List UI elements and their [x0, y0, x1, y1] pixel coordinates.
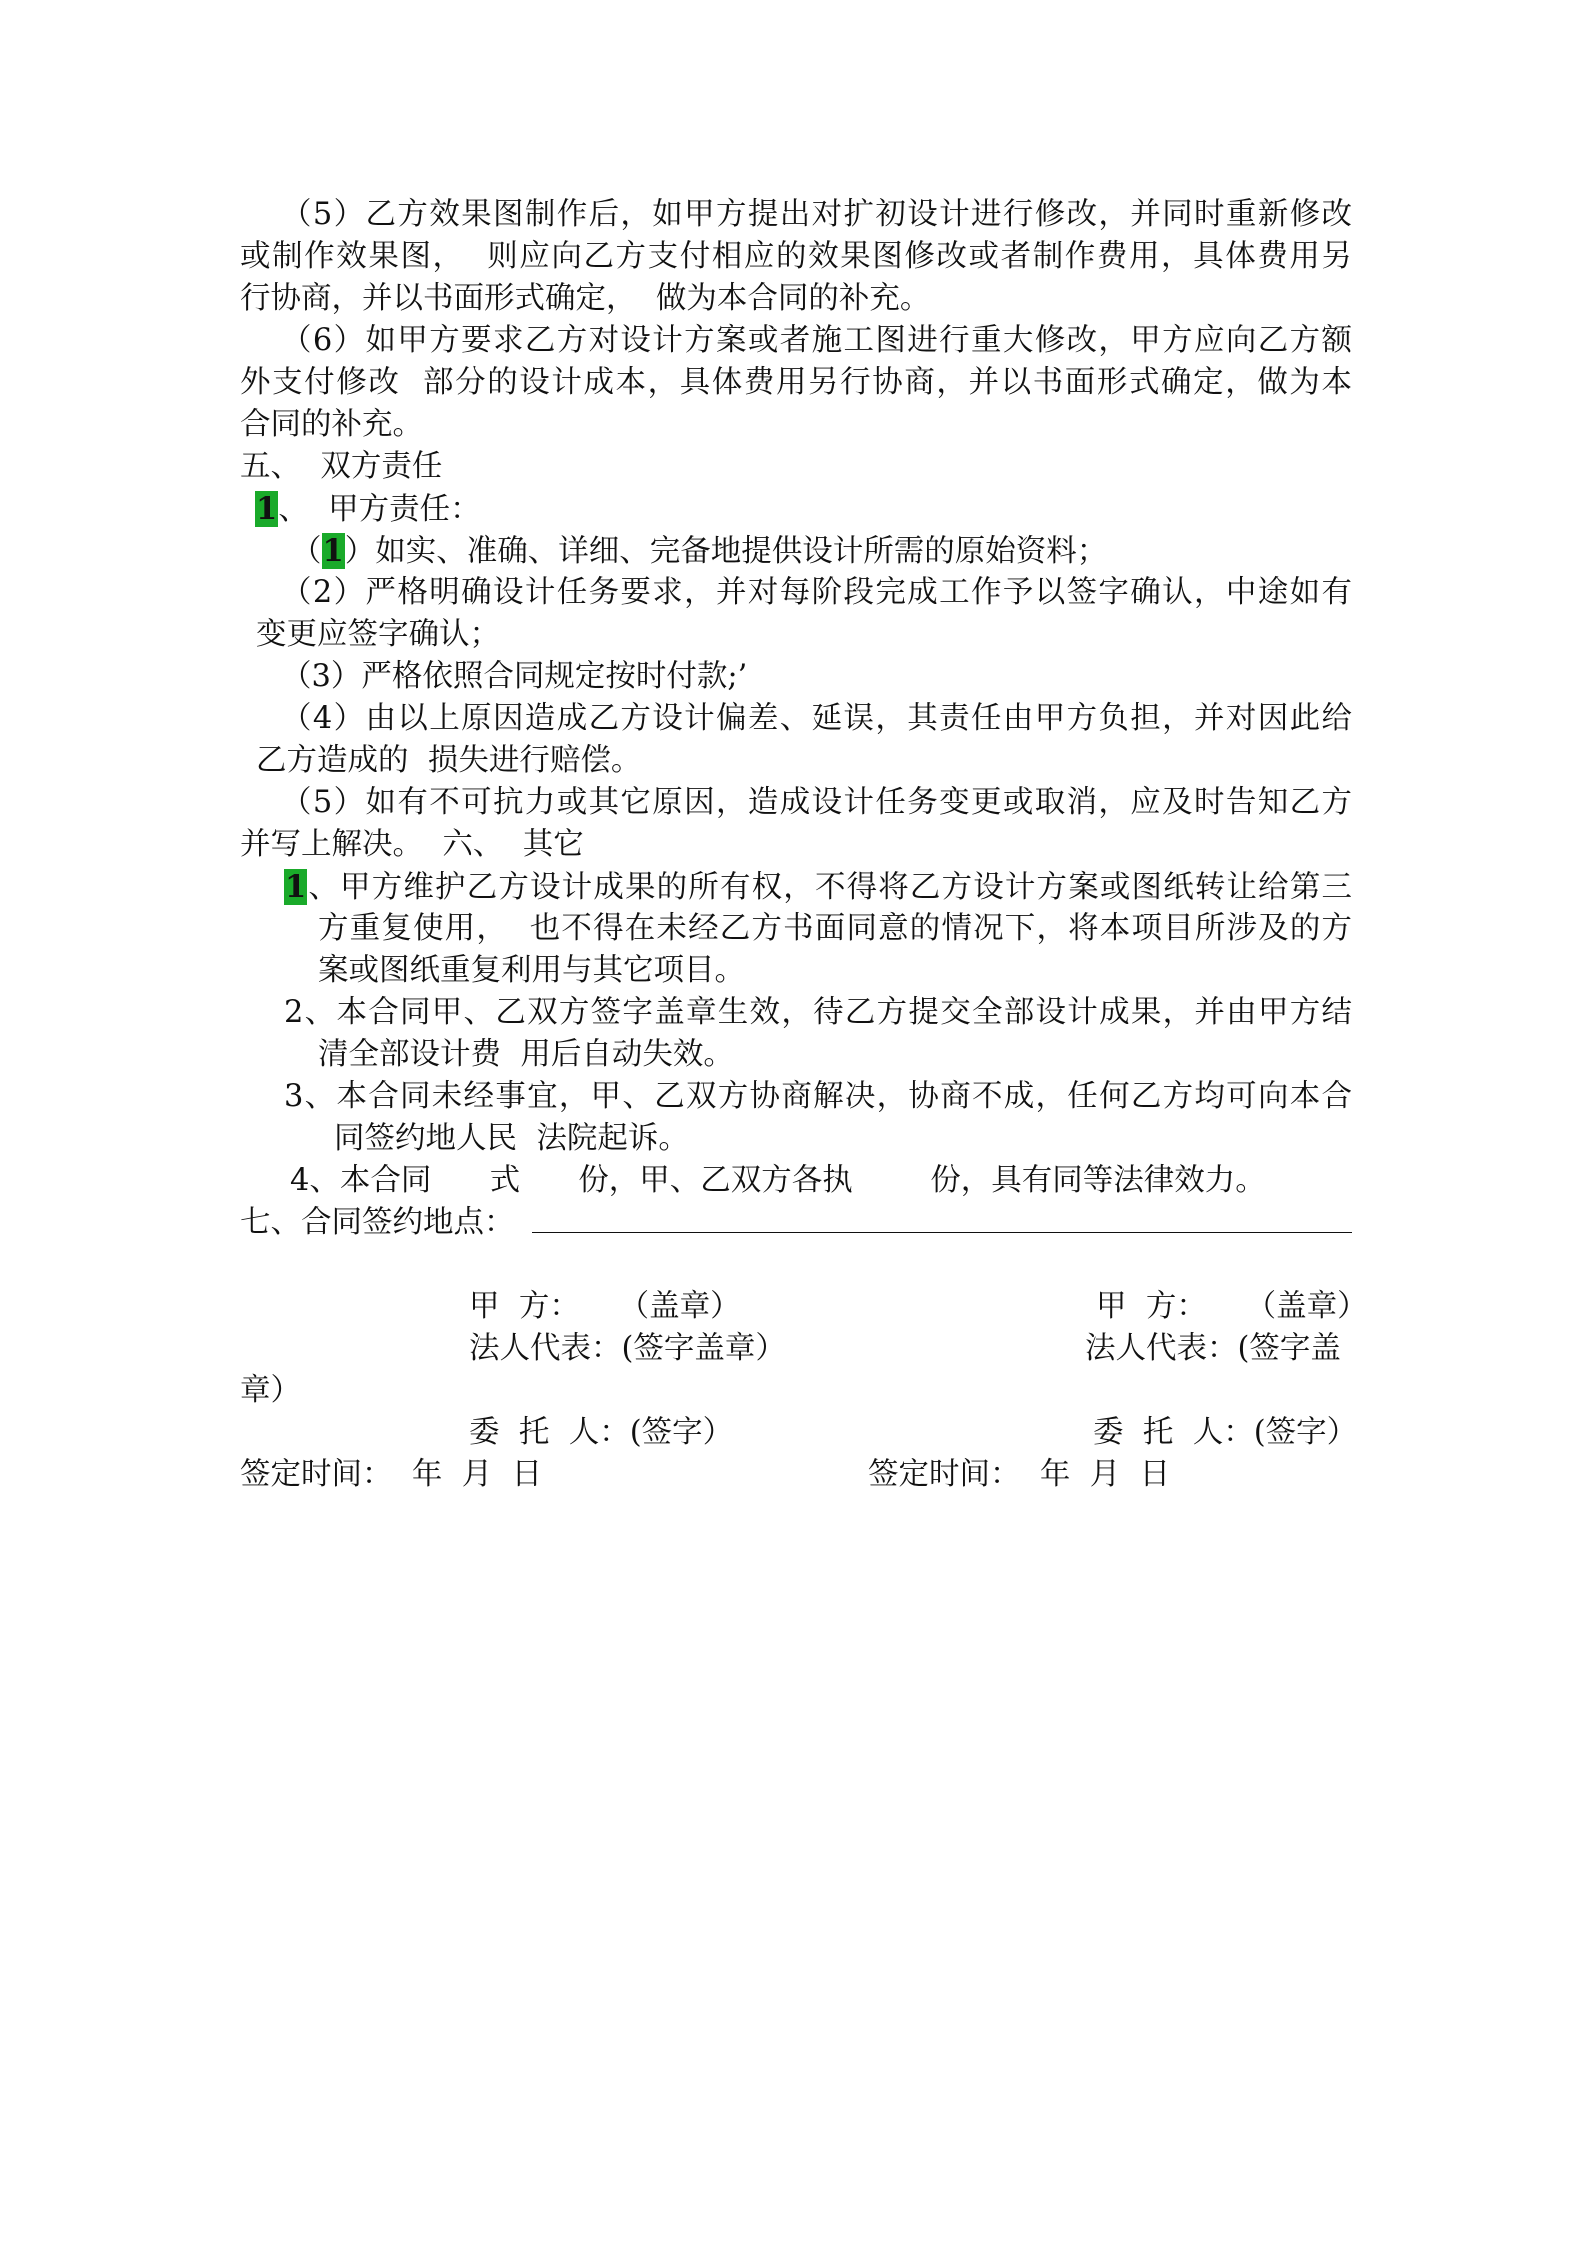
text-line	[291, 530, 1403, 573]
text-line: 变更应签字确认；	[256, 617, 500, 652]
text-line: 乙方造成的 损失进行赔偿。	[256, 743, 642, 778]
text-line: 案或图纸重复利用与其它项目。	[318, 953, 745, 988]
signing-location-label: 七、合同签约地点：	[240, 1205, 515, 1240]
heading-text: 、 甲方责任：	[278, 492, 481, 527]
text-line: 2、本合同甲、乙双方签字盖章生效，待乙方提交全部设计成果，并由甲方结	[284, 995, 1352, 1030]
text-line: （4）由以上原因造成乙方设计偏差、延误，其责任由甲方负担，并对因此给	[281, 701, 1352, 736]
line-text: 、甲方维护乙方设计成果的所有权，不得将乙方设计方案或图纸转让给第三	[307, 870, 1352, 905]
text-line	[284, 866, 1352, 909]
line-text: ）如实、准确、详细、完备地提供设计所需的原始资料；	[344, 534, 1108, 569]
section-heading: 五、 双方责任	[240, 449, 443, 484]
paren-open: （	[291, 534, 322, 569]
sign-date-left: 签定时间： 年 月 日	[240, 1457, 543, 1492]
text-line: 或制作效果图， 则应向乙方支付相应的效果图修改或者制作费用，具体费用另	[240, 239, 1352, 274]
legal-rep-left: 法人代表：(签字盖章）	[469, 1331, 786, 1366]
text-line: 3、本合同未经事宜，甲、乙双方协商解决，协商不成，任何乙方均可向本合	[284, 1079, 1352, 1114]
text-line: （5）乙方效果图制作后，如甲方提出对扩初设计进行修改，并同时重新修改	[281, 197, 1352, 232]
party-a-seal-left: 甲 方： （盖章）	[469, 1289, 741, 1324]
legal-rep-right-wrap: 章）	[240, 1373, 301, 1408]
legal-rep-right: 法人代表：(签字盖	[1085, 1331, 1341, 1366]
party-a-seal-right: 甲 方： （盖章）	[1096, 1289, 1368, 1324]
text-line: 外支付修改 部分的设计成本，具体费用另行协商，并以书面形式确定，做为本	[240, 365, 1352, 400]
text-line: （5）如有不可抗力或其它原因，造成设计任务变更或取消，应及时告知乙方	[281, 785, 1352, 820]
text-line: 清全部设计费 用后自动失效。	[318, 1037, 734, 1072]
subsection-heading	[255, 488, 1367, 531]
highlight-marker: 1	[322, 533, 344, 569]
text-line: 4、本合同 式 份，甲、乙双方各执 份，具有同等法律效力。	[290, 1163, 1266, 1198]
text-line: （2）严格明确设计任务要求，并对每阶段完成工作予以签字确认，中途如有	[281, 575, 1352, 610]
text-line: 合同的补充。	[240, 407, 423, 442]
text-line: 方重复使用， 也不得在未经乙方书面同意的情况下，将本项目所涉及的方	[318, 911, 1352, 946]
highlight-marker: 1	[285, 869, 307, 905]
text-line: （6）如甲方要求乙方对设计方案或者施工图进行重大修改，甲方应向乙方额	[281, 323, 1352, 358]
highlight-marker: 1	[256, 491, 278, 527]
agent-left: 委 托 人：(签字）	[469, 1415, 734, 1450]
sign-date-right: 签定时间： 年 月 日	[868, 1457, 1171, 1492]
text-line: 同签约地人民 法院起诉。	[334, 1121, 689, 1156]
agent-right: 委 托 人：(签字）	[1093, 1415, 1358, 1450]
text-line: 并写上解决。 六、 其它	[240, 827, 584, 862]
signing-location-blank	[532, 1232, 1352, 1233]
text-line: （3）严格依照合同规定按时付款;’	[281, 659, 748, 694]
text-line: 行协商，并以书面形式确定， 做为本合同的补充。	[240, 281, 931, 316]
